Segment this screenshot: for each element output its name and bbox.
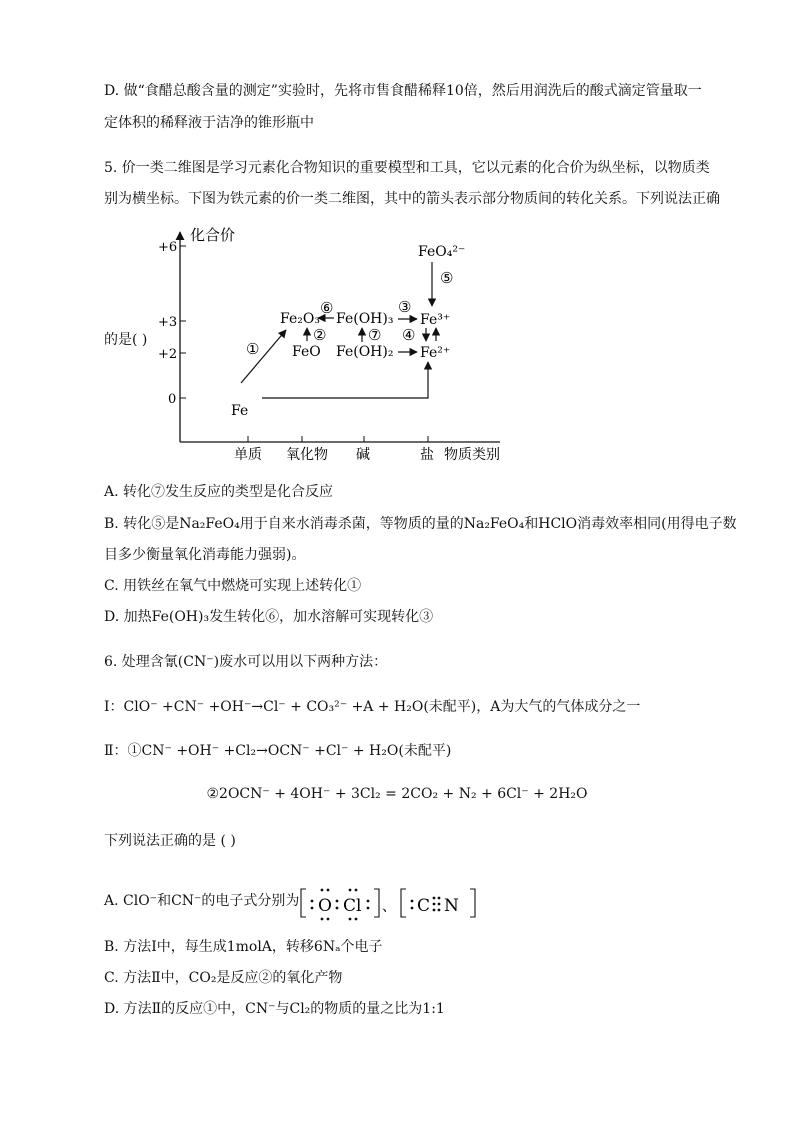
q6-option-d: D. 方法Ⅱ的反应①中，CN⁻与Cl₂的物质的量之比为1:1 <box>104 1001 445 1017</box>
label-circle-2: ② <box>313 326 327 344</box>
label-circle-4: ④ <box>402 326 416 344</box>
arrow-fe-to-fe2 <box>262 362 428 398</box>
y-tick-plus2: +2 <box>158 347 178 362</box>
x-tick-base: 碱 <box>356 447 370 463</box>
lewis-c: C <box>417 896 431 916</box>
label-circle-6: ⑥ <box>320 299 334 317</box>
q5-option-d: D. 加热Fe(OH)₃发生转化⑥，加水溶解可实现转化③ <box>104 609 434 625</box>
q5-stem-line2: 别为横坐标。下图为铁元素的价一类二维图，其中的箭头表示部分物质间的转化关系。下列说法正确 <box>104 191 720 207</box>
y-axis-label: 化合价 <box>190 226 236 244</box>
y-tick-plus6: +6 <box>158 240 178 255</box>
bracket-right-cn <box>470 889 475 917</box>
q6-question: 下列说法正确的是 ( ) <box>104 833 236 849</box>
q4-option-d-line1: D. 做“食醋总酸含量的测定”实验时，先将市售食醋稀释10倍，然后用润洗后的酸式滴定管量取一 <box>104 83 702 99</box>
q6-stem: 6. 处理含氰(CN⁻)废水可以用以下两种方法： <box>104 654 388 670</box>
species-fe3: Fe³⁺ <box>420 312 451 328</box>
species-feoh2: Fe(OH)₂ <box>336 344 394 360</box>
y-tick-plus3: +3 <box>158 315 178 330</box>
q6-method-1: Ⅰ：ClO⁻ +CN⁻ +OH⁻→Cl⁻ + CO₃²⁻ +A + H₂O(未配平)，A为大气的气体成分之一 <box>104 699 641 715</box>
bracket-right-clo <box>374 889 379 917</box>
label-circle-7: ⑦ <box>368 326 382 344</box>
species-feoh3: Fe(OH)₃ <box>336 311 394 327</box>
q5-option-b-line1: B. 转化⑤是Na₂FeO₄用于自来水消毒杀菌，等物质的量的Na₂FeO₄和HClO消毒效率相同(用得电子数 <box>104 516 737 532</box>
q5-stem-line1: 5. 价一类二维图是学习元素化合物知识的重要模型和工具，它以元素的化合价为纵坐标，以物质类 <box>104 160 710 176</box>
species-feo: FeO <box>292 344 321 360</box>
lewis-structures <box>298 885 488 921</box>
bracket-left-clo <box>301 889 306 917</box>
q6-option-a-prefix: A. ClO⁻和CN⁻的电子式分别为 <box>104 893 300 909</box>
q5-option-b-line2: 目多少衡量氧化消毒能力强弱)。 <box>104 547 306 563</box>
x-axis-label: 物质类别 <box>444 447 500 463</box>
lewis-o: O <box>318 896 332 916</box>
lewis-n: N <box>444 896 459 916</box>
label-circle-5: ⑤ <box>440 269 454 287</box>
q5-option-a: A. 转化⑦发生反应的类型是化合反应 <box>104 484 334 500</box>
q6-option-c: C. 方法Ⅱ中，CO₂是反应②的氧化产物 <box>104 970 343 986</box>
lewis-cl: Cl <box>343 896 362 916</box>
x-tick-oxide: 氧化物 <box>286 447 328 463</box>
species-fe2o3: Fe₂O₃ <box>280 311 320 327</box>
bracket-left-cn <box>401 889 406 917</box>
species-feo4: FeO₄²⁻ <box>418 244 466 260</box>
q6-option-b: B. 方法Ⅰ中，每生成1molA，转移6Nₐ个电子 <box>104 939 383 955</box>
q5-stem-line3: 的是( ) <box>104 332 148 348</box>
label-circle-1: ① <box>246 340 260 358</box>
q6-method-2-eq1: Ⅱ：①CN⁻ +OH⁻ +Cl₂→OCN⁻ +Cl⁻ + H₂O(未配平) <box>104 743 452 759</box>
x-tick-elemental: 单质 <box>234 447 262 463</box>
q6-method-2-eq2: ②2OCN⁻ + 4OH⁻ + 3Cl₂ = 2CO₂ + N₂ + 6Cl⁻ + 2H₂O <box>206 786 588 802</box>
x-tick-salt: 盐 <box>420 447 434 463</box>
y-tick-0: 0 <box>168 392 177 407</box>
label-circle-3: ③ <box>398 298 412 316</box>
species-fe: Fe <box>231 403 249 419</box>
q4-option-d-line2: 定体积的稀释液于洁净的锥形瓶中 <box>104 115 314 131</box>
species-fe2: Fe²⁺ <box>420 345 451 361</box>
lewis-separator: 、 <box>382 899 396 915</box>
q5-option-c: C. 用铁丝在氧气中燃烧可实现上述转化① <box>104 578 362 594</box>
